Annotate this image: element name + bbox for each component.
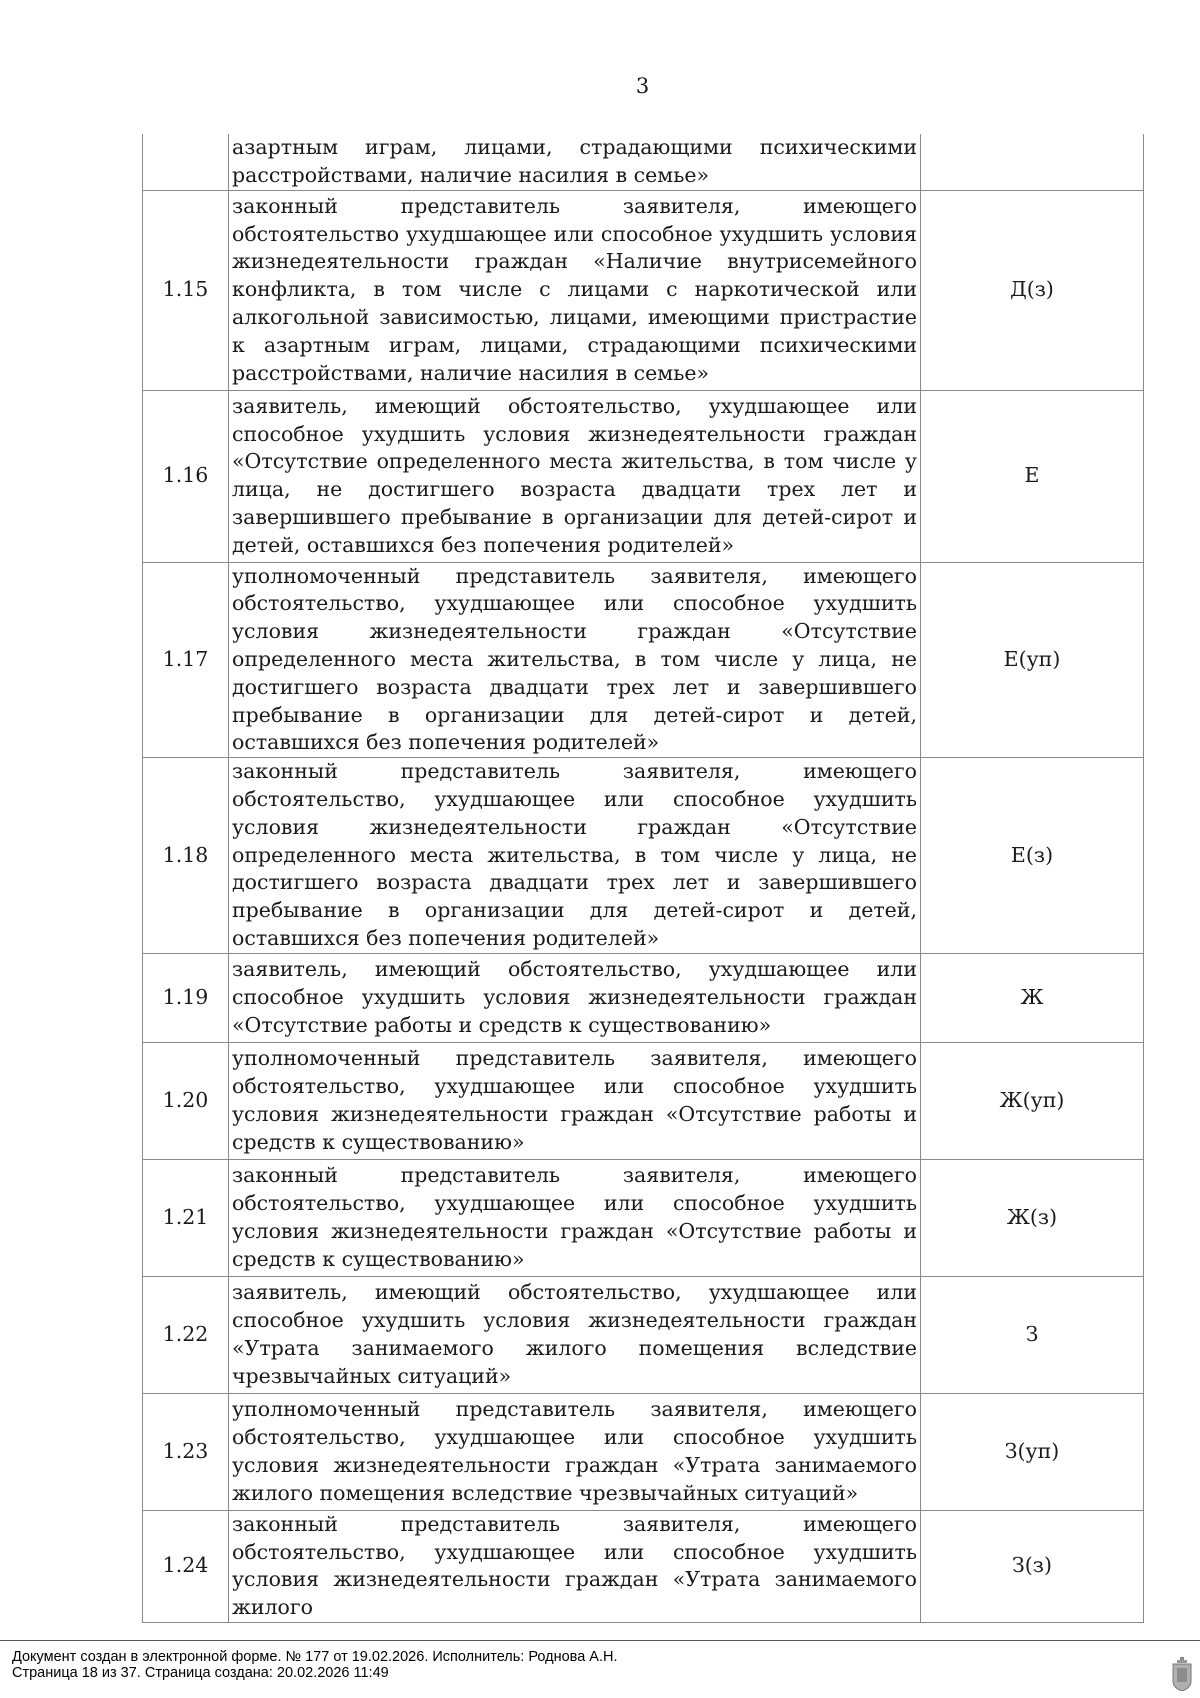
row-description: уполномоченный представитель заявителя, имеющего обстоятельство, ухудшающее или способное ухудшить условия жизнедеятельности граждан «Отсутствие работы и средств к существованию» bbox=[229, 1042, 921, 1159]
footer-page-info: Страница 18 из 37. Страница создана: 20.02.2026 11:49 bbox=[12, 1665, 389, 1681]
coat-of-arms-icon bbox=[1172, 1657, 1192, 1691]
row-code: Ж(уп) bbox=[921, 1042, 1144, 1159]
row-number: 1.24 bbox=[143, 1510, 229, 1622]
row-number: 1.16 bbox=[143, 390, 229, 562]
row-description: законный представитель заявителя, имеющего обстоятельство, ухудшающее или способное ухудшить условия жизнедеятельности граждан «Отсутствие работы и средств к существованию» bbox=[229, 1159, 921, 1276]
row-number: 1.18 bbox=[143, 758, 229, 954]
row-number: 1.22 bbox=[143, 1276, 229, 1393]
row-code: З bbox=[921, 1276, 1144, 1393]
row-description: заявитель, имеющий обстоятельство, ухудшающее или способное ухудшить условия жизнедеятельности граждан «Отсутствие определенного места жительства, в том числе у лица, не достигшего возраста двадцати трех лет и завершившего пребывание в организации для детей-сирот и детей, оставшихся без попечения родителей» bbox=[229, 390, 921, 562]
table-row bbox=[143, 758, 1144, 954]
table-row bbox=[143, 1042, 1144, 1159]
row-description: законный представитель заявителя, имеющего обстоятельство, ухудшающее или способное ухудшить условия жизнедеятельности граждан «Отсутствие определенного места жительства, в том числе у лица, не достигшего возраста двадцати трех лет и завершившего пребывание в организации для детей-сирот и детей, оставшихся без попечения родителей» bbox=[229, 758, 921, 954]
document-footer bbox=[12, 1649, 618, 1681]
row-number bbox=[143, 134, 229, 190]
row-description: законный представитель заявителя, имеющего обстоятельство, ухудшающее или способное ухудшить условия жизнедеятельности граждан «Утрата занимаемого жилого bbox=[229, 1510, 921, 1622]
row-description: уполномоченный представитель заявителя, имеющего обстоятельство, ухудшающее или способное ухудшить условия жизнедеятельности граждан «Отсутствие определенного места жительства, в том числе у лица, не достигшего возраста двадцати трех лет и завершившего пребывание в организации для детей-сирот и детей, оставшихся без попечения родителей» bbox=[229, 562, 921, 758]
row-code: Ж bbox=[921, 953, 1144, 1042]
row-code: Е(з) bbox=[921, 758, 1144, 954]
table-row bbox=[143, 1510, 1144, 1622]
row-number: 1.20 bbox=[143, 1042, 229, 1159]
table-row bbox=[143, 134, 1144, 190]
row-code: Д(з) bbox=[921, 190, 1144, 390]
table-row bbox=[143, 1159, 1144, 1276]
row-number: 1.15 bbox=[143, 190, 229, 390]
row-description: азартным играм, лицами, страдающими психическими расстройствами, наличие насилия в семье» bbox=[229, 134, 921, 190]
row-code: Е bbox=[921, 390, 1144, 562]
row-code: З(з) bbox=[921, 1510, 1144, 1622]
row-number: 1.21 bbox=[143, 1159, 229, 1276]
footer-document-info: Документ создан в электронной форме. № 177 от 19.02.2026. Исполнитель: Роднова А.Н. bbox=[12, 1649, 618, 1665]
row-code bbox=[921, 134, 1144, 190]
footer-divider bbox=[0, 1640, 1200, 1641]
row-number: 1.17 bbox=[143, 562, 229, 758]
row-number: 1.23 bbox=[143, 1393, 229, 1510]
row-code: З(уп) bbox=[921, 1393, 1144, 1510]
row-description: законный представитель заявителя, имеющего обстоятельство ухудшающее или способное ухудшить условия жизнедеятельности граждан «Наличие внутрисемейного конфликта, в том числе с лицами с наркотической или алкогольной зависимостью, лицами, имеющими пристрастие к азартным играм, лицами, страдающими психическими расстройствами, наличие насилия в семье» bbox=[229, 190, 921, 390]
table-row bbox=[143, 1393, 1144, 1510]
row-code: Е(уп) bbox=[921, 562, 1144, 758]
page-number: 3 bbox=[635, 74, 650, 98]
table-row bbox=[143, 562, 1144, 758]
row-description: заявитель, имеющий обстоятельство, ухудшающее или способное ухудшить условия жизнедеятельности граждан «Отсутствие работы и средств к существованию» bbox=[229, 953, 921, 1042]
row-description: уполномоченный представитель заявителя, имеющего обстоятельство, ухудшающее или способное ухудшить условия жизнедеятельности граждан «Утрата занимаемого жилого помещения вследствие чрезвычайных ситуаций» bbox=[229, 1393, 921, 1510]
row-code: Ж(з) bbox=[921, 1159, 1144, 1276]
table-row bbox=[143, 1276, 1144, 1393]
table-row bbox=[143, 390, 1144, 562]
table-row bbox=[143, 953, 1144, 1042]
row-number: 1.19 bbox=[143, 953, 229, 1042]
row-description: заявитель, имеющий обстоятельство, ухудшающее или способное ухудшить условия жизнедеятельности граждан «Утрата занимаемого жилого помещения вследствие чрезвычайных ситуаций» bbox=[229, 1276, 921, 1393]
table-row bbox=[143, 190, 1144, 390]
document-table bbox=[142, 134, 1144, 1623]
